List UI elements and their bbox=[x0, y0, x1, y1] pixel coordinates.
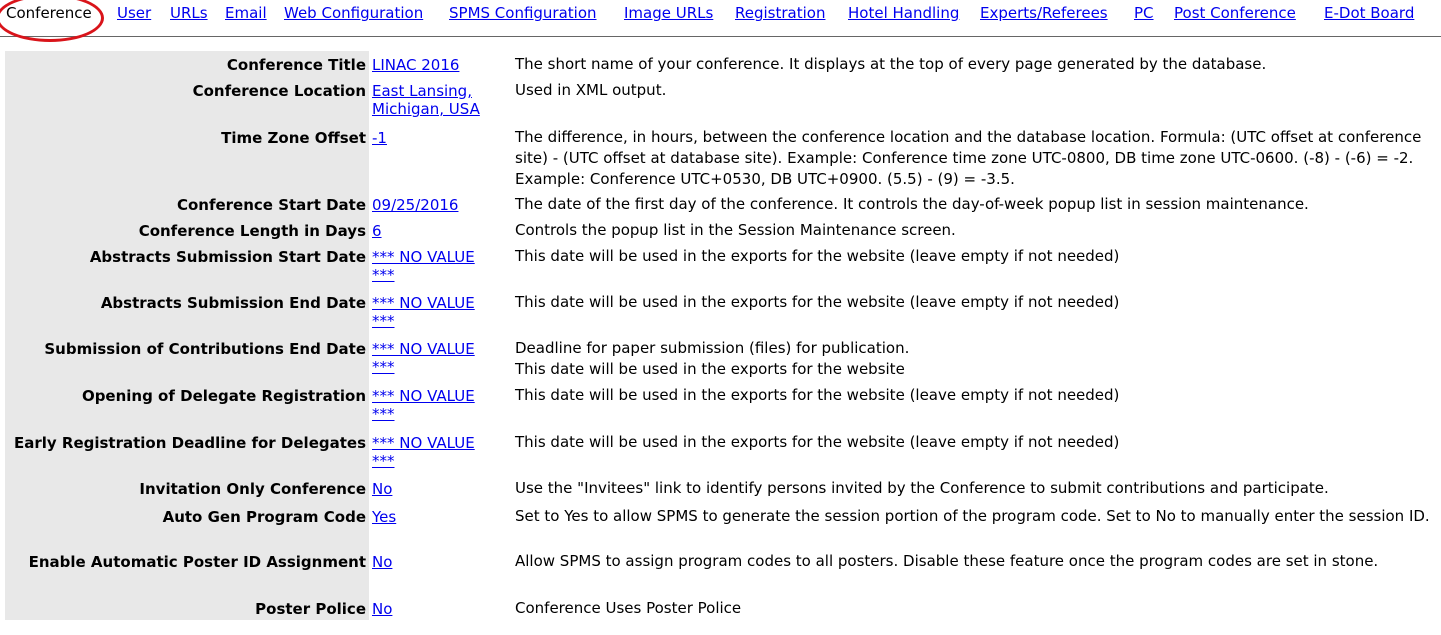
tab-web-configuration[interactable]: Web Configuration bbox=[284, 4, 424, 22]
tab-urls[interactable]: URLs bbox=[170, 4, 208, 22]
setting-value-link[interactable]: No bbox=[372, 600, 393, 618]
setting-value-link[interactable]: -1 bbox=[372, 129, 387, 147]
setting-value-link[interactable]: No bbox=[372, 553, 393, 571]
setting-label: Submission of Contributions End Date bbox=[44, 340, 366, 358]
tab-email[interactable]: Email bbox=[225, 4, 267, 22]
setting-label: Opening of Delegate Registration bbox=[81, 387, 366, 405]
setting-label: Conference Title bbox=[226, 56, 366, 74]
setting-label: Abstracts Submission End Date bbox=[100, 294, 366, 312]
setting-description: Used in XML output. bbox=[515, 81, 667, 99]
setting-label: Conference Start Date bbox=[176, 196, 366, 214]
setting-label: Conference Location bbox=[192, 82, 366, 100]
tab-e-dot-board[interactable]: E-Dot Board bbox=[1324, 4, 1415, 22]
tab-post-conference[interactable]: Post Conference bbox=[1174, 4, 1296, 22]
setting-description: Set to Yes to allow SPMS to generate the session portion of the program code. Set to No to manually enter the session ID. bbox=[515, 507, 1430, 525]
setting-description: This date will be used in the exports for the website (leave empty if not needed) bbox=[515, 247, 1120, 265]
setting-description: Use the "Invitees" link to identify persons invited by the Conference to submit contributions and participate. bbox=[515, 479, 1329, 497]
setting-value-link[interactable]: *** NO VALUE *** bbox=[372, 434, 475, 470]
tab-bar bbox=[0, 0, 1441, 37]
setting-description: Allow SPMS to assign program codes to all posters. Disable these feature once the program codes are set in stone. bbox=[515, 552, 1379, 570]
setting-label: Time Zone Offset bbox=[221, 129, 366, 147]
tab-pc[interactable]: PC bbox=[1134, 4, 1154, 22]
setting-description: This date will be used in the exports for the website (leave empty if not needed) bbox=[515, 433, 1120, 451]
setting-description: Deadline for paper submission (files) for publication. bbox=[515, 339, 910, 357]
setting-label: Abstracts Submission Start Date bbox=[89, 248, 366, 266]
setting-description: The short name of your conference. It displays at the top of every page generated by the database. bbox=[515, 55, 1267, 73]
setting-value-link[interactable]: East Lansing, Michigan, USA bbox=[372, 82, 480, 118]
setting-description: This date will be used in the exports for the website (leave empty if not needed) bbox=[515, 386, 1120, 404]
setting-label: Early Registration Deadline for Delegates bbox=[13, 434, 366, 452]
setting-description: This date will be used in the exports for the website (leave empty if not needed) bbox=[515, 293, 1120, 311]
setting-value-link[interactable]: No bbox=[372, 480, 393, 498]
tab-user[interactable]: User bbox=[117, 4, 152, 22]
setting-label: Poster Police bbox=[255, 600, 366, 618]
setting-label: Auto Gen Program Code bbox=[162, 508, 366, 526]
setting-value-link[interactable]: Yes bbox=[372, 508, 397, 526]
setting-value-link[interactable]: *** NO VALUE *** bbox=[372, 387, 475, 423]
setting-label: Invitation Only Conference bbox=[139, 480, 366, 498]
setting-label: Conference Length in Days bbox=[138, 222, 366, 240]
setting-value-link[interactable]: LINAC 2016 bbox=[372, 56, 460, 74]
setting-label: Enable Automatic Poster ID Assignment bbox=[28, 553, 366, 571]
setting-value-link[interactable]: 09/25/2016 bbox=[372, 196, 459, 214]
tab-registration[interactable]: Registration bbox=[735, 4, 826, 22]
setting-value-link[interactable]: *** NO VALUE *** bbox=[372, 294, 475, 330]
setting-description: Controls the popup list in the Session Maintenance screen. bbox=[515, 221, 956, 239]
setting-description: The date of the first day of the conference. It controls the day-of-week popup list in session maintenance. bbox=[515, 195, 1309, 213]
tab-experts-referees[interactable]: Experts/Referees bbox=[980, 4, 1108, 22]
tab-hotel-handling[interactable]: Hotel Handling bbox=[848, 4, 960, 22]
setting-value-link[interactable]: *** NO VALUE *** bbox=[372, 340, 475, 376]
setting-description: Conference Uses Poster Police bbox=[515, 599, 742, 617]
tab-spms-configuration[interactable]: SPMS Configuration bbox=[449, 4, 597, 22]
setting-description-line2: This date will be used in the exports for the website bbox=[515, 360, 905, 378]
setting-value-link[interactable]: 6 bbox=[372, 222, 382, 240]
setting-description: The difference, in hours, between the conference location and the database location. Formula: (UTC offset at conference site) - (UTC offset at database site). Example: Conference time zone UTC-0800, DB time zone UTC-0600. (-8) - (-6) = -2. Example: Conference UTC+0530, DB UTC+0900. (5.5) - (9) = -3.5. bbox=[515, 128, 1422, 188]
setting-value-link[interactable]: *** NO VALUE *** bbox=[372, 248, 475, 284]
tab-image-urls[interactable]: Image URLs bbox=[624, 4, 714, 22]
tab-conference[interactable]: Conference bbox=[6, 4, 92, 22]
